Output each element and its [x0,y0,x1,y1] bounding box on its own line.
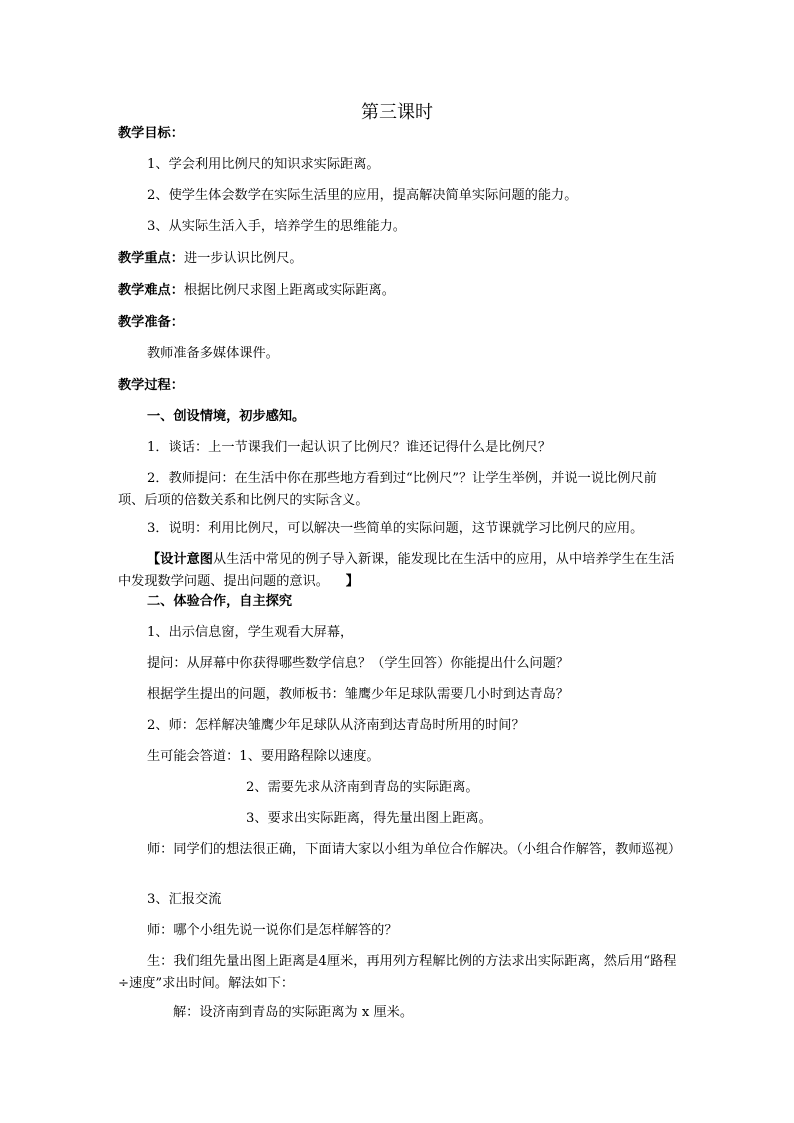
page-title: 第三课时 [361,102,433,123]
solution-line: 解：设济南到青岛的实际距离为 x 厘米。 [173,1005,414,1020]
preparation-heading: 教学准备： [118,315,184,330]
section2-heading: 二、体验合作，自主探究 [147,594,293,609]
section2-line-2: 提问：从屏幕中你获得哪些数学信息？（学生回答）你能提出什么问题？ [147,656,569,671]
design-intent-close: 】 [345,574,359,589]
section1-item-1: 1．谈话：上一节课我们一起认识了比例尺？谁还记得什么是比例尺？ [147,440,552,455]
teacher-question: 师：哪个小组先说一说你们是怎样解答的？ [147,923,398,938]
difficulty-text: 根据比例尺求图上距离或实际距离。 [183,283,395,298]
student-answer: 生：我们组先量出图上距离是4厘米，再用列方程解比例的方法求出实际距离，然后用“路程÷速度”求出时间。解法如下： [118,954,677,991]
key-point-label: 教学重点： [118,251,184,266]
section1-heading: 一、创设情境，初步感知。 [147,409,306,424]
preparation-text: 教师准备多媒体课件。 [147,346,279,361]
difficulty [118,280,395,302]
section1-item-2: 2．教师提问：在生活中你在那些地方看到过“比例尺”？让学生举例，并说一说比例尺前项、后项的倍数关系和比例尺的实际含义。 [118,471,657,508]
design-intent-label: 【设计意图 [147,552,213,567]
difficulty-label: 教学难点： [118,283,184,298]
key-point [118,248,303,270]
section2-line-5: 生可能会答道：1、要用路程除以速度。 [147,749,380,764]
section2-line-1: 1、出示信息窗，学生观看大屏幕， [147,625,354,640]
section2-line-7: 3、要求出实际距离，得先量出图上距离。 [246,811,492,826]
objectives-heading: 教学目标： [118,126,184,141]
section1-item-3: 3．说明：利用比例尺，可以解决一些简单的实际问题，这节课就学习比例尺的应用。 [147,521,644,536]
report-heading: 3、汇报交流 [147,892,222,907]
design-intent [118,549,680,593]
process-heading: 教学过程： [118,378,184,393]
section2-line-3: 根据学生提出的问题，教师板书：雏鹰少年足球队需要几小时到达青岛？ [147,687,569,702]
objective-2: 2、使学生体会数学在实际生活里的应用，提高解决简单实际问题的能力。 [147,188,578,203]
section2-line-6: 2、需要先求从济南到青岛的实际距离。 [246,780,479,795]
teacher-remark: 师：同学们的想法很正确，下面请大家以小组为单位合作解决。（小组合作解答，教师巡视） [147,842,682,857]
key-point-text: 进一步认识比例尺。 [183,251,303,266]
objective-1: 1、学会利用比例尺的知识求实际距离。 [147,157,380,172]
design-intent-text: 从生活中常见的例子导入新课，能发现比在生活中的应用，从中培养学生在生活中发现数学问题、提出问题的意识。 [118,552,675,589]
section2-line-4: 2、师：怎样解决雏鹰少年足球队从济南到达青岛时所用的时间？ [147,718,525,733]
objective-3: 3、从实际生活入手，培养学生的思维能力。 [147,219,406,234]
